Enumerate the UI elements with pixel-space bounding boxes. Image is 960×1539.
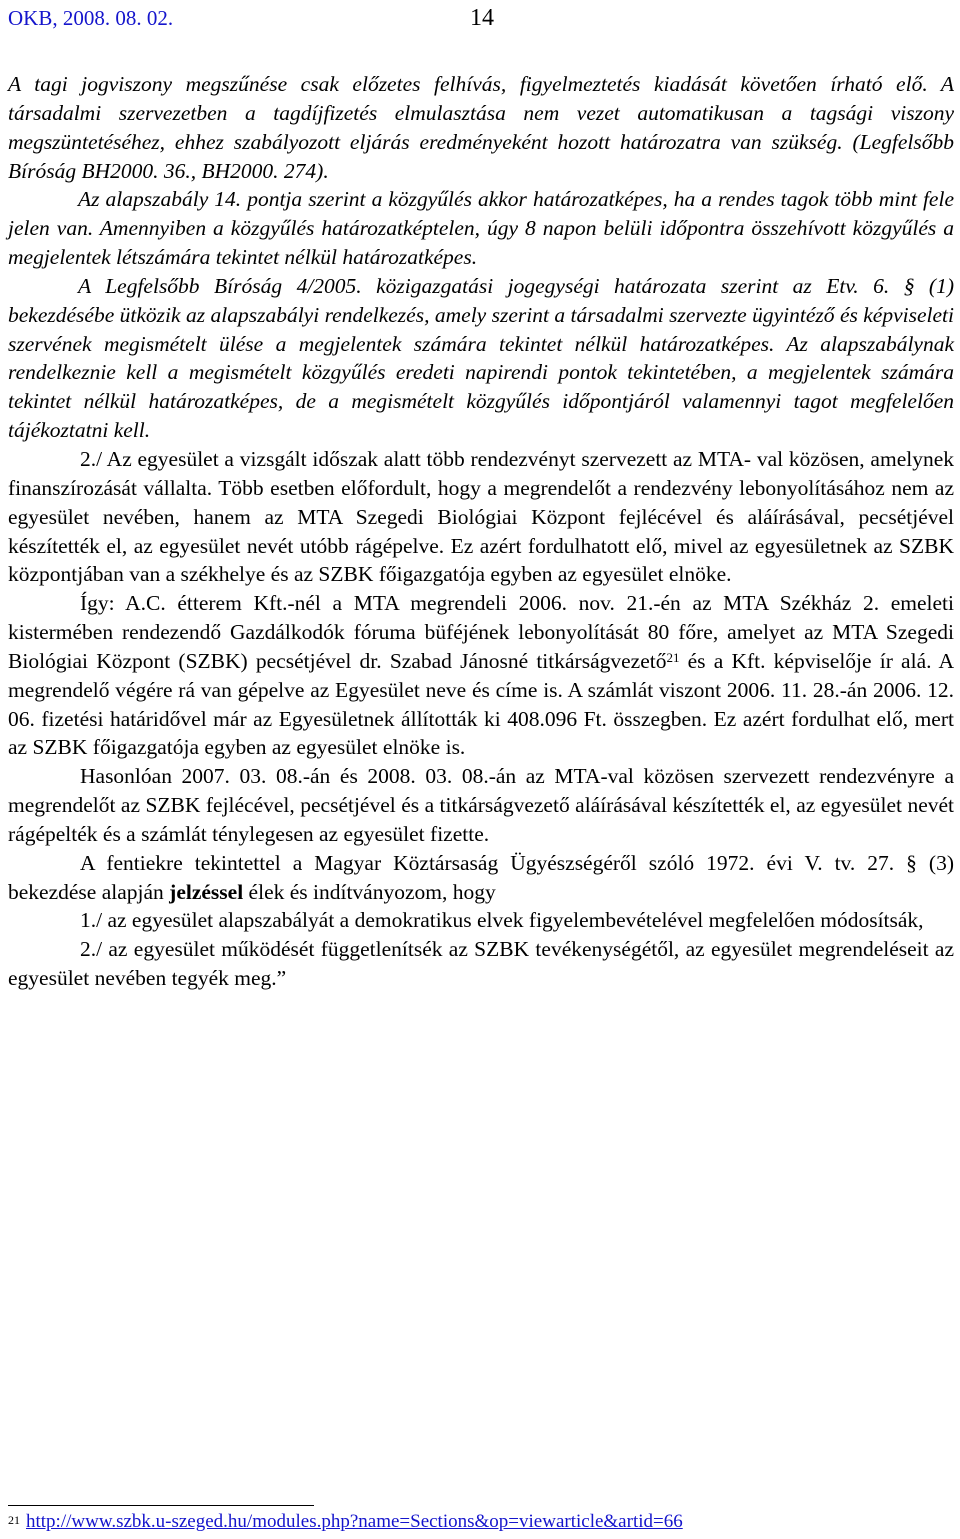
paragraph-proposal xyxy=(8,849,954,907)
paragraph-events: 2./ Az egyesület a vizsgált időszak alatt több rendezvényt szervezett az MTA- val közösen, amelynek finanszírozását vállalta. Több esetben előfordult, hogy a megrendelőt a rendezvény lebonyolításához nem az egyesület nevében, hanem az MTA Szegedi Biológiai Központ fejlécével és aláírásával, pecsétjével készítették el, az egyesület nevét utóbb rágépelve. Ez azért fordulhatott elő, mivel az egyesületnek az SZBK központjában van a székhelye és az SZBK főigazgatója egyben az egyesület elnöke. xyxy=(8,446,954,587)
paragraph-membership-termination: A tagi jogviszony megszűnése csak előzetes felhívás, figyelmeztetés kiadását követően írható elő. A társadalmi szervezetben a tagdíjfizetés elmulasztása nem vezet automatikusan a tagsági viszony megszüntetéséhez, ehhez szabályozott eljárás eredményeként hozott határozatra van szükség. (Legfelsőbb Bíróság BH2000. 36., BH2000. 274). xyxy=(8,72,954,183)
proposal-bold-word: jelzéssel xyxy=(169,879,244,904)
header-date: OKB, 2008. 08. 02. xyxy=(8,6,174,30)
footnote-number: 21 xyxy=(8,1513,20,1527)
paragraph-similarly: Hasonlóan 2007. 03. 08.-án és 2008. 03. 08.-án az MTA-val közösen szervezett rendezvényre a megrendelőt az SZBK fejlécével, pecsétjével és a titkárságvezető aláírásával készítették el, az egyesület nevét rágépelték és a számlát ténylegesen az egyesület fizette. xyxy=(8,764,954,846)
paragraph-supreme-court-ruling: A Legfelsőbb Bíróság 4/2005. közigazgatási jogegységi határozata szerint az Etv. 6. § (1) bekezdésébe ütközik az alapszabályi rendelkezés, amely szerint a társadalmi szervezte ügyintéző és képviseleti szervének megismételt ülése a megjelentek számára tekintet nélkül határozatképes. Az alapszabálynak rendelkeznie kell a megismételt közgyűlés eredeti napirendi pontok tekintetében, a megjelentek számára tekintet nélkül határozatképes, de a megismételt közgyűlés időpontjáról valamennyi tagot megfelelően tájékoztatni kell. xyxy=(8,273,954,443)
page-number: 14 xyxy=(470,5,494,31)
footnote-link[interactable]: http://www.szbk.u-szeged.hu/modules.php?name=Sections&op=viewarticle&artid=66 xyxy=(26,1511,683,1532)
paragraph-bylaws-quorum: Az alapszabály 14. pontja szerint a közgyűlés akkor határozatképes, ha a rendes tagok több mint fele jelen van. Amennyiben a közgyűlés határozatképtelen, úgy 8 napon belüli időpontra összehívott közgyűlés a megjelentek létszámára tekintet nélkül határozatképes. xyxy=(8,187,954,270)
footnote-separator xyxy=(8,1505,314,1506)
example-text-part2: és a Kft. képviselője ír alá. A megrendelő végére rá van gépelve az Egyesület neve és címe is. A számlát viszont 2006. 11. 28.-án 2006. 12. 06. fizetési határidővel már az Egyesületnek állították ki 408.096 Ft. összegben. Ez azért fordulhat elő, mert az SZBK főigazgatója egyben az egyesület elnöke is. xyxy=(8,648,955,760)
paragraph-item-2: 2./ az egyesület működését függetlenítsék az SZBK tevékenységétől, az egyesület megrendeléseit az egyesület nevében tegyék meg.” xyxy=(8,937,954,991)
paragraph-item-1: 1./ az egyesület alapszabályát a demokratikus elvek figyelembevételével megfelelően módosítsák, xyxy=(80,908,924,933)
document-body xyxy=(8,70,954,993)
paragraph-example xyxy=(8,589,954,762)
proposal-text-part2: élek és indítványozom, hogy xyxy=(243,879,496,904)
example-text-part1: Így: A.C. étterem Kft.-nél a MTA megrendeli 2006. nov. 21.-én az MTA Székház 2. emeleti kistermében rendezendő Gazdálkodók fóruma büféjének lebonyolítását 80 főre, amelyet az MTA Szegedi Biológiai Központ (SZBK) pecsétjével dr. Szabad Jánosné titkárságvezető xyxy=(8,591,954,673)
footnote xyxy=(8,1510,683,1534)
proposal-text-part1: A fentiekre tekintettel a Magyar Köztársaság Ügyészségéről szóló 1972. évi V. tv. 27. § (3) bekezdése alapján xyxy=(8,850,954,904)
footnote-reference[interactable]: 21 xyxy=(666,649,680,665)
